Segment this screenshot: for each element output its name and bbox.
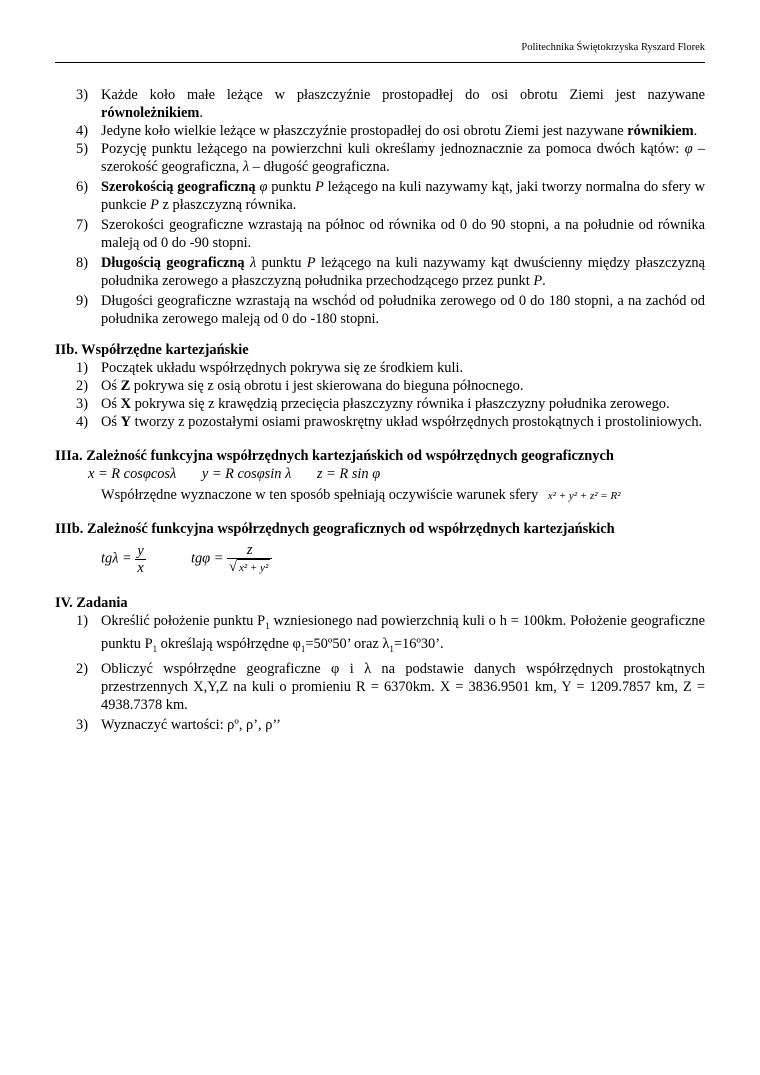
definitions-list <box>55 86 705 328</box>
equation-y: y = R cosφsin λ <box>201 466 292 482</box>
tasks-list <box>55 612 705 734</box>
cartesian-list <box>55 359 705 431</box>
document-body <box>55 86 705 734</box>
header-rule <box>55 62 705 63</box>
section-heading: IIIa. Zależność funkcyjna współrzędnych kartezjańskich od współrzędnych geograficznych <box>55 448 614 464</box>
equation-z: z = R sin φ <box>316 466 381 482</box>
list-item: 3) Wyznaczyć wartości: ρº, ρ’, ρ’’ <box>76 716 281 733</box>
list-item: 2) Oś Z pokrywa się z osią obrotu i jest skierowana do bieguna północnego. <box>76 378 524 394</box>
list-item: 4) Oś Y tworzy z pozostałymi osiami prawoskrętny układ współrzędnych prostokątnych i prostoliniowych. <box>76 414 703 430</box>
fraction-formulas: tgλ = $\frac{y}{x}$ tgφ = $\frac{z}{\text{√ x² + y²}}$ <box>55 542 705 582</box>
section-heading: IV. Zadania <box>55 595 128 611</box>
sphere-condition: Współrzędne wyznaczone w ten sposób spełniają oczywiście warunek sfery x² + y² + z² = R² <box>101 487 621 503</box>
list-item: 9) Długości geograficzne wzrastają na wschód od południka zerowego od 0 do 180 stopni, a na zachód od południka zerowego maleją od 0 do -180 stopni. <box>76 293 705 327</box>
list-item: 3) Każde koło małe leżące w płaszczyźnie prostopadłej do osi obrotu Ziemi jest nazywane równoleżnikiem. <box>76 87 705 121</box>
fraction-phi: $\frac{z}{\text{√ x² + y²}}$ <box>227 542 272 576</box>
equation-x: x = R cosφcosλ <box>88 466 177 482</box>
list-item: 1) Początek układu współrzędnych pokrywa się ze środkiem kuli. <box>76 360 464 376</box>
list-item: 2) Obliczyć współrzędne geograficzne φ i λ na podstawie danych współrzędnych prostokątnych przestrzennych X,Y,Z na kuli o promieniu R = 6370km. X = 3836.9501 km, Y = 1209.7857 km, Z = 4938.7378 km. <box>76 660 705 713</box>
page-header: Politechnika Świętokrzyska Ryszard Florek <box>521 42 705 53</box>
list-item: 7) Szerokości geograficzne wzrastają na północ od równika od 0 do 90 stopni, a na południe od równika maleją od 0 do -90 stopni. <box>76 217 705 251</box>
section-heading: IIb. Współrzędne kartezjańskie <box>55 342 249 358</box>
list-item: 5) Pozycję punktu leżącego na powierzchni kuli określamy jednoznacznie za pomoca dwóch kątów: φ – szerokość geograficzna, λ – długość geograficzna. <box>76 141 705 175</box>
fraction-lambda: $\frac{y}{x}$ <box>137 542 144 576</box>
list-item: 8) Długością geograficzną λ punktu P leżącego na kuli nazywamy kąt dwuścienny między płaszczyzną południka zerowego a płaszczyzną południka przechodzącego przez punkt P. <box>76 255 705 289</box>
section-heading: IIIb. Zależność funkcyjna współrzędnych geograficznych od współrzędnych kartezjańskich <box>55 521 615 537</box>
list-item: 4) Jedyne koło wielkie leżące w płaszczyźnie prostopadłej do osi obrotu Ziemi jest nazywane równikiem. <box>76 123 698 139</box>
equations-row <box>55 465 705 483</box>
sphere-equation: x² + y² + z² = R² <box>547 490 621 502</box>
list-item: 6) Szerokością geograficzną φ punktu P leżącego na kuli nazywamy kąt, jaki tworzy normalna do sfery w punkcie P z płaszczyzną równika. <box>76 179 705 213</box>
list-item: 1) Określić położenie punktu $P_1$ wzniesionego nad powierzchnią kuli o h = 100km. Położenie geograficzne punktu $P_1$ określają współrzędne $\varphi_1=50º50$’ oraz $\lambda_1=16º30$’. <box>76 613 705 654</box>
list-item: 3) Oś X pokrywa się z krawędzią przecięcia płaszczyzny równika i płaszczyzny południka zerowego. <box>76 396 670 412</box>
